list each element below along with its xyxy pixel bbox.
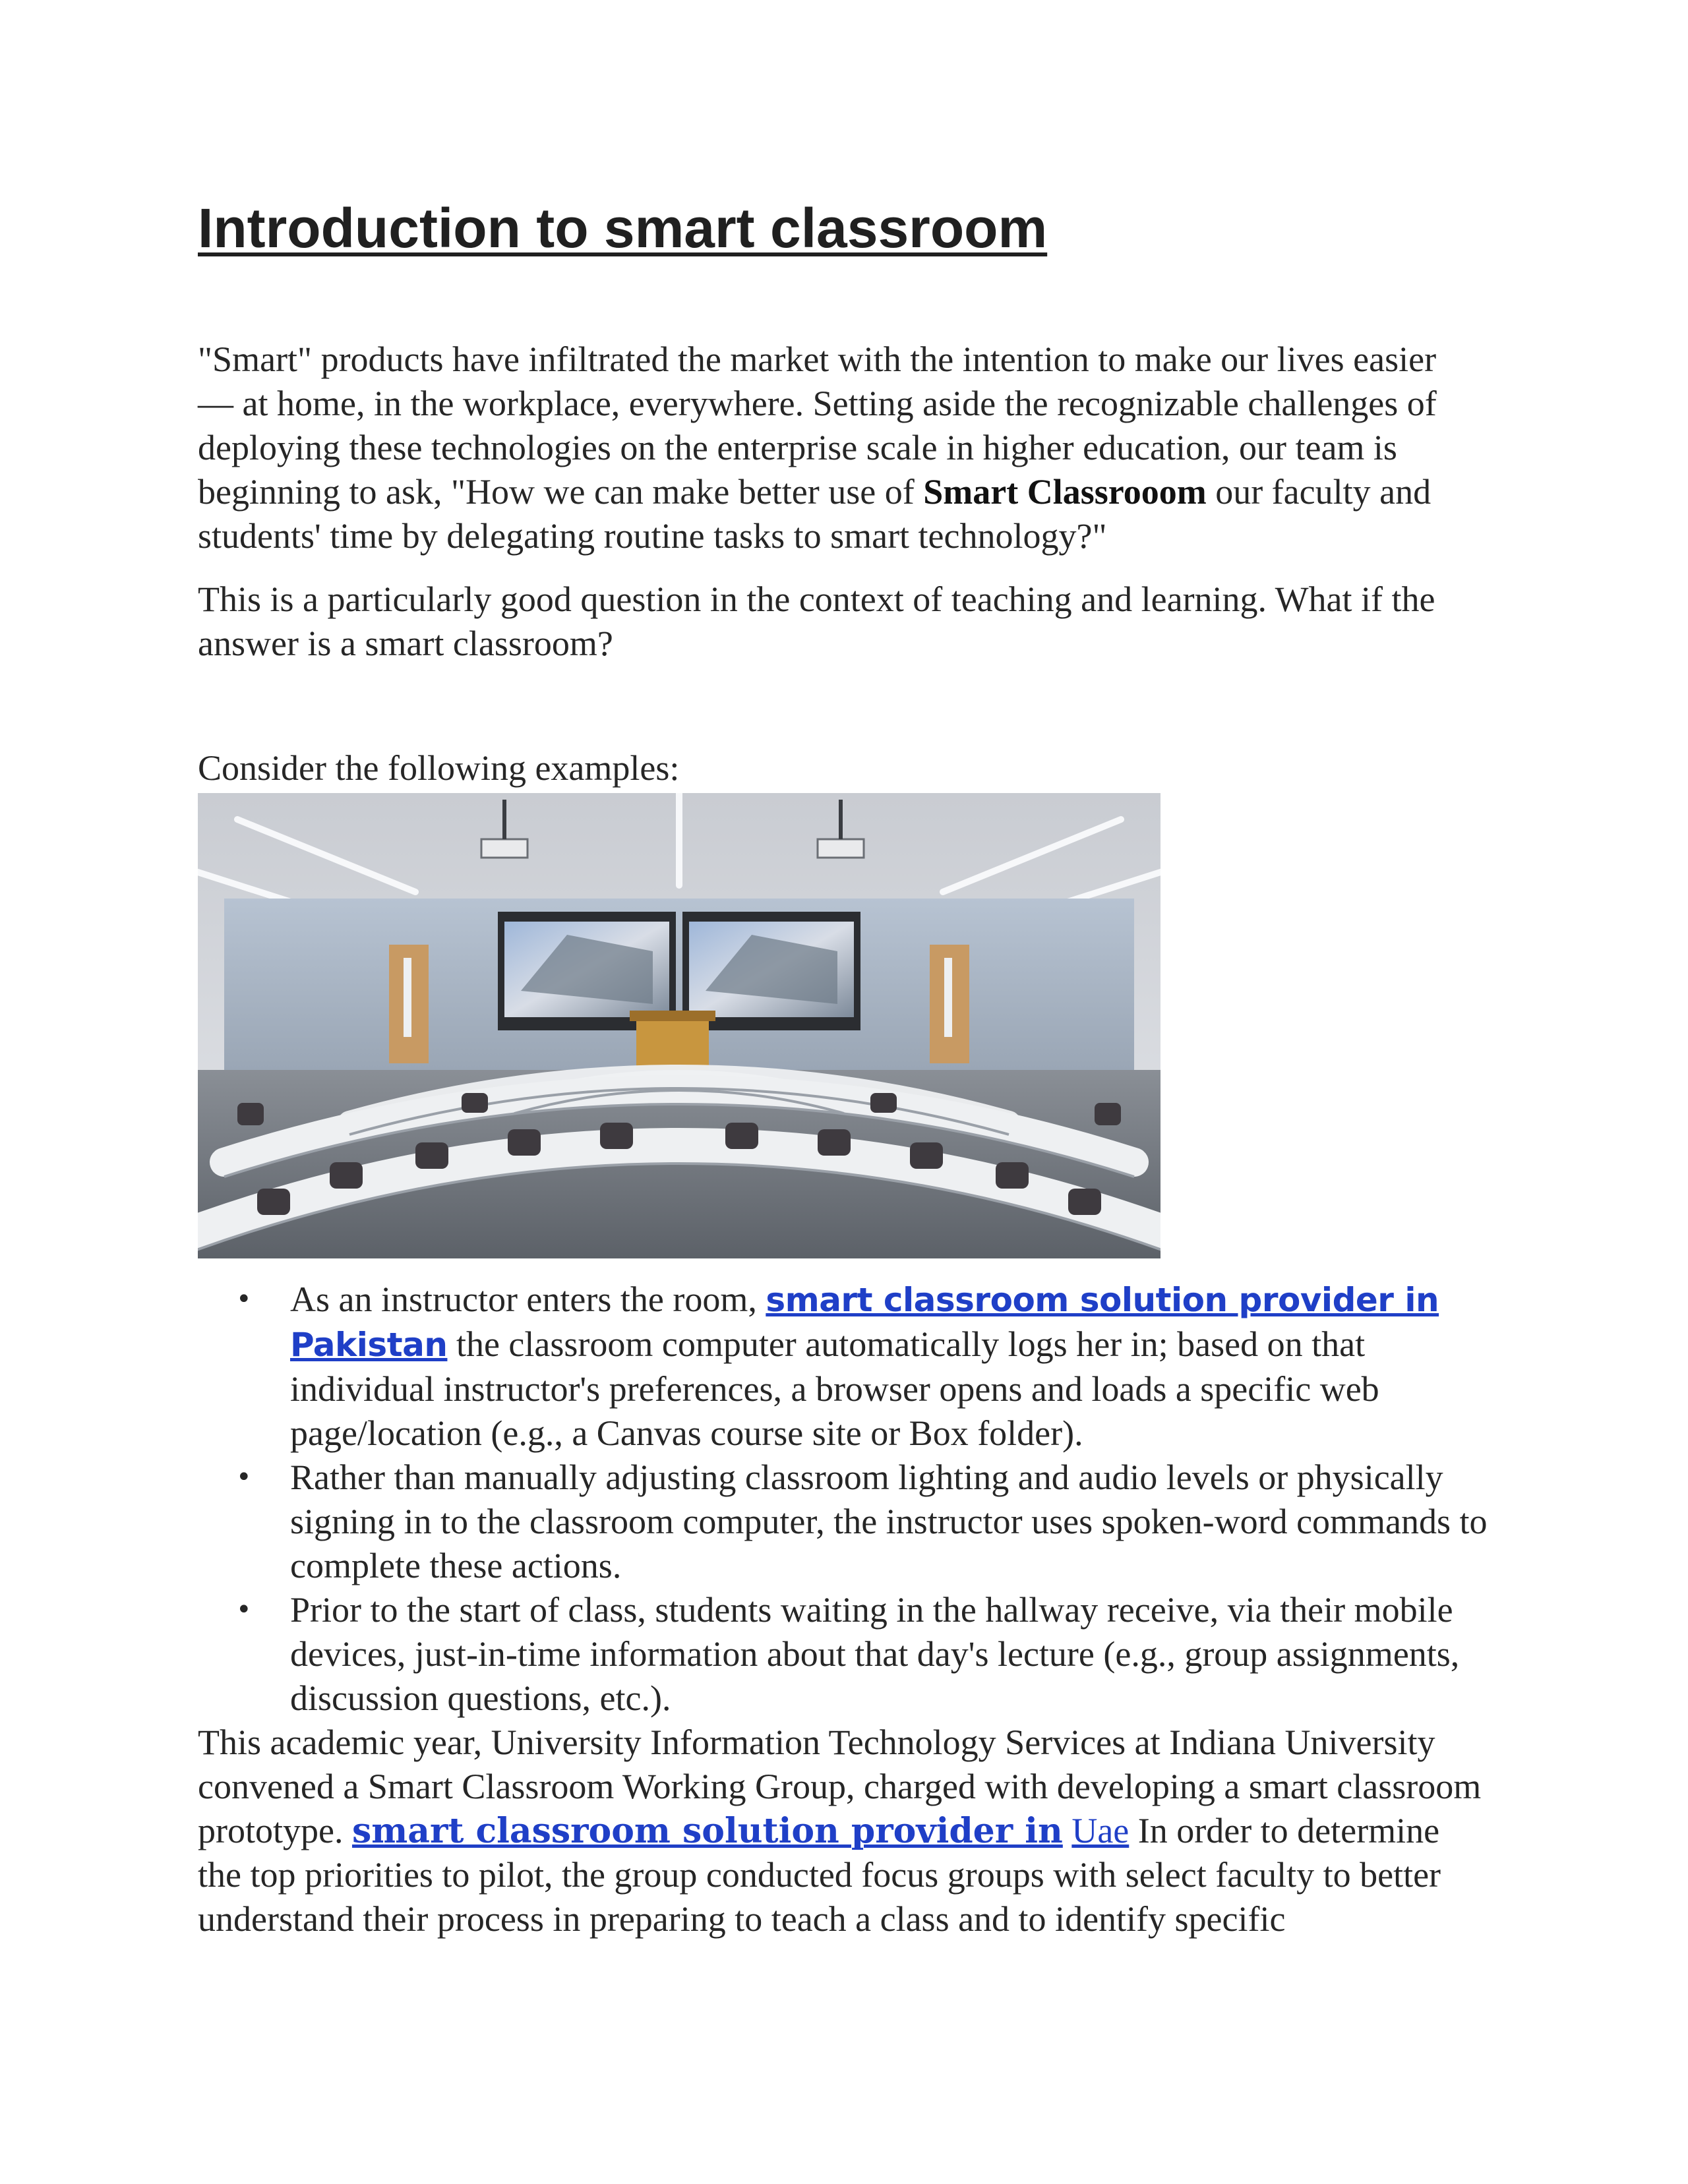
bullet-text: Prior to the start of class, students waiting in the hallway receive, via their mobile devices, just-in-time information about that day's lecture (e.g., group assignments, discussion questions, etc.). [290,1590,1460,1718]
question-paragraph: This is a particularly good question in the context of teaching and learning. What if the answer is a smart classroom? [198,579,1435,663]
list-item [198,1588,1490,1721]
closing-text-1: This academic year, University Information Technology Services at Indiana University convened a Smart Classroom Working Group, charged with developing a smart classroom prototype. [198,1723,1482,1850]
bullet-glyph: • [236,1595,252,1625]
intro-text-2: our faculty and students' time by delegating routine tasks to smart technology?" [198,472,1432,556]
closing-paragraph [198,1721,1490,1941]
list-item [198,1278,1490,1456]
examples-lead: Consider the following examples: [198,748,680,788]
bullet-text: As an instructor enters the room, [290,1280,766,1319]
intro-text-1: "Smart" products have infiltrated the market with the intention to make our lives easier — at home, in the workplace, everywhere. Setting aside the recognizable challenges of deploying these technologies on the enterprise scale in higher education, our team is beginning to ask, "How we can make better use of [198,339,1437,512]
uae-link[interactable]: Uae [1071,1811,1130,1850]
page-title: Introduction to smart classroom [198,197,1048,259]
closing-text-2: In order to determine the top priorities to pilot, the group conducted focus groups with select faculty to better understand their process in preparing to teach a class and to identify specific [198,1811,1441,1939]
bullet-text: Rather than manually adjusting classroom lighting and audio levels or physically signing in to the classroom computer, the instructor uses spoken-word commands to complete these actions. [290,1458,1488,1585]
list-item [198,1456,1490,1588]
intro-paragraph [198,338,1477,558]
smart-classroom-photo [198,793,1160,1258]
intro-bold-term: Smart Classrooom [923,472,1207,512]
bullet-text: the classroom computer automatically logs her in; based on that individual instructor's preferences, a browser opens and loads a specific web page/location (e.g., a Canvas course site or Box folder). [290,1324,1379,1453]
uae-provider-link[interactable]: smart classroom solution provider in [351,1811,1063,1851]
examples-list [198,1278,1490,1721]
bullet-glyph: • [236,1284,252,1314]
bullet-glyph: • [236,1462,252,1492]
pakistan-provider-link[interactable]: smart classroom solution provider in Pakistan [290,1281,1439,1364]
